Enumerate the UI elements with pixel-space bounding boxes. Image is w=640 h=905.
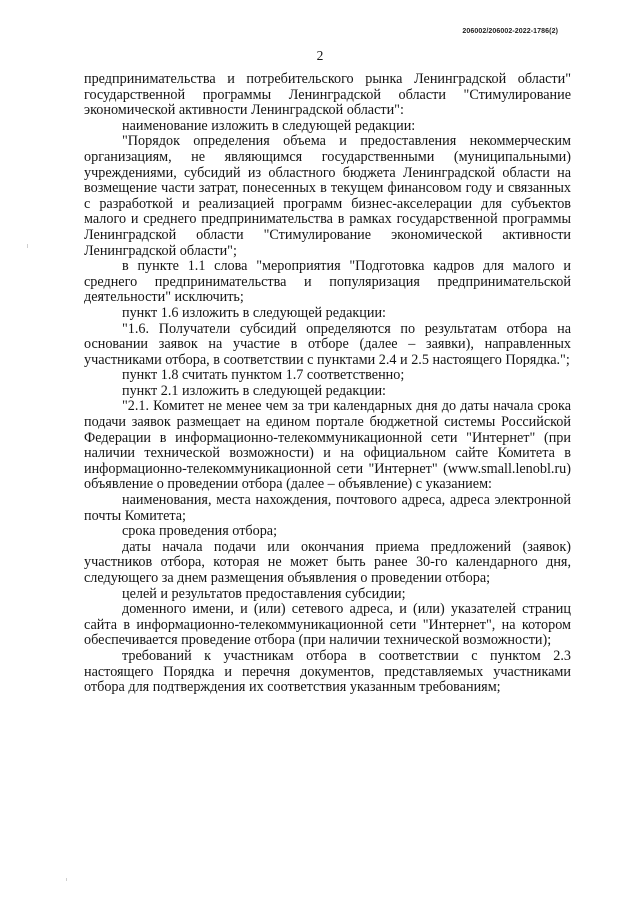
paragraph: пункт 1.8 считать пунктом 1.7 соответственно; [122, 367, 405, 384]
paragraph: наименования, места нахождения, почтового адреса, адреса электронной почты Комитета; [84, 492, 571, 524]
paragraph: даты начала подачи или окончания приема предложений (заявок) участников отбора, которая не может быть ранее 30-го календарного дня, следующего за днем размещения объявления о проведении отбора; [84, 538, 571, 586]
document-registration-number: 206002/206002-2022-1786(2) [462, 28, 558, 35]
paragraph: "Порядок определения объема и предоставления некоммерческим организациям, не являющимся государственными (муниципальными) учреждениями, субсидий из областного бюджета Ленинградской области на возмещение части затрат, понесенных в текущем финансовом году и связанных с разработкой и реализацией программ бизнес-акселерации для субъектов малого и среднего предпринимательства в рамках государственной программы Ленинградской области "Стимулирование экономической активности Ленинградской области"; [84, 133, 571, 259]
paragraph: целей и результатов предоставления субсидии; [122, 585, 406, 602]
paragraph: наименование изложить в следующей редакции: [122, 117, 416, 134]
paragraph: пункт 1.6 изложить в следующей редакции: [122, 304, 386, 321]
margin-mark [66, 878, 67, 881]
margin-mark [27, 244, 28, 248]
paragraph: пункт 2.1 изложить в следующей редакции: [122, 382, 386, 399]
paragraph: "1.6. Получатели субсидий определяются по результатам отбора на основании заявок на участие в отборе (далее – заявки), направленных участниками отбора, в соответствии с пунктами 2.4 и 2.5 настоящего Порядка."; [84, 320, 571, 368]
paragraph: "2.1. Комитет не менее чем за три календарных дня до даты начала срока подачи заявок размещает на едином портале бюджетной системы Российской Федерации в информационно-телекоммуникационной сети "Интернет" (при наличии технической возможности) и на официальном сайте Комитета в информационно-телекоммуникационной сети "Интернет" (www.small.lenobl.ru) объявление о проведении отбора (далее – объявление) с указанием: [84, 398, 571, 493]
paragraph: срока проведения отбора; [122, 523, 278, 540]
paragraph: предпринимательства и потребительского рынка Ленинградской области" государственной программы Ленинградской области "Стимулирование экономической активности Ленинградской области": [84, 71, 571, 119]
paragraph: требований к участникам отбора в соответствии с пунктом 2.3 настоящего Порядка и перечня документов, представляемых участниками отбора для подтверждения их соответствия указанным требованиям; [84, 647, 571, 696]
paragraph: доменного имени, и (или) сетевого адреса, и (или) указателей страниц сайта в информационно-телекоммуникационной сети "Интернет", на котором обеспечивается проведение отбора (при наличии технической возможности); [84, 601, 571, 649]
paragraph: в пункте 1.1 слова "мероприятия "Подготовка кадров для малого и среднего предпринимательства и популяризация предпринимательской деятельности" исключить; [84, 258, 571, 306]
document-body [84, 72, 571, 696]
page-number: 2 [316, 48, 324, 63]
